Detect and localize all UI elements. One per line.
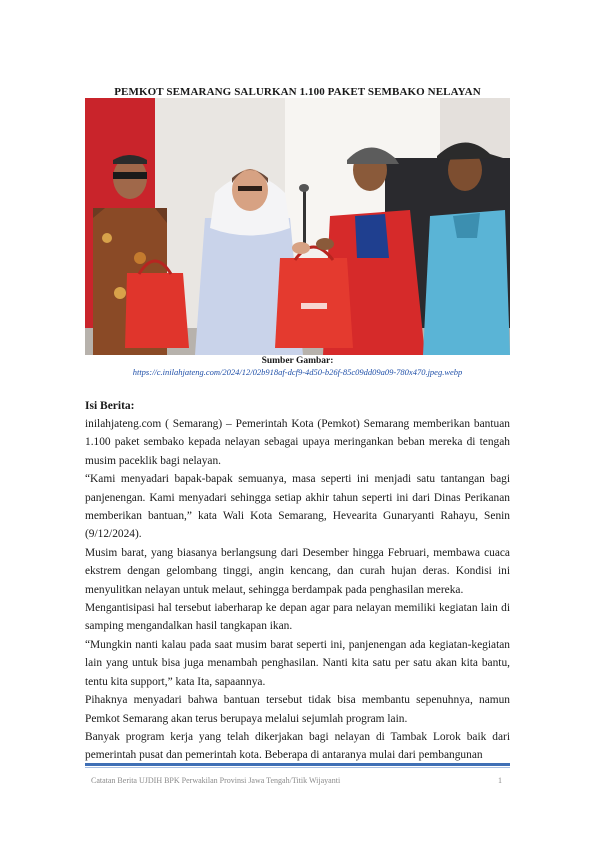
paragraph: Mengantisipasi hal tersebut iaberharap ke depan agar para nelayan memiliki kegiatan lain di samping mengandalkan hasil tangkapan ikan. bbox=[85, 602, 510, 633]
image-caption-label: Sumber Gambar: bbox=[261, 356, 334, 366]
paragraph: “Mungkin nanti kalau pada saat musim barat seperti ini, panjenengan ada kegiatan-kegiatan lain yang untuk bisa juga menambah penghasilan. Nanti kita satu per satu akan kita bantu, tentu kita support,” kata Ita, sapaannya. bbox=[85, 638, 510, 688]
paragraph: inilahjateng.com ( Semarang) – Pemerintah Kota (Pemkot) Semarang memberikan bantuan 1.100 paket sembako kepada nelayan sebagai upaya meringankan beban mereka di tengah musim paceklik bagi nelayan. bbox=[85, 418, 510, 467]
news-photo bbox=[85, 98, 510, 355]
footer-divider-thin bbox=[85, 767, 510, 768]
footer-text: Catatan Berita UJDIH BPK Perwakilan Provinsi Jawa Tengah/Titik Wijayanti bbox=[91, 776, 341, 785]
section-heading: Isi Berita: bbox=[85, 400, 135, 412]
paragraph: Pihaknya menyadari bahwa bantuan tersebut tidak bisa membantu sepenuhnya, namun Pemkot Semarang akan terus berupaya melalui sejumlah program lain. bbox=[85, 694, 510, 725]
paragraph: Banyak program kerja yang telah dikerjakan bagi nelayan di Tambak Lorok baik dari pemerintah pusat dan pemerintah kota. Beberapa di antaranya mulai dari pembangunan bbox=[85, 730, 510, 762]
page-number: 1 bbox=[498, 776, 502, 785]
article-body bbox=[85, 415, 510, 765]
image-caption-url[interactable]: https://c.inilahjateng.com/2024/12/02b918af-dcf9-4d50-b26f-85c09dd09a09-780x470.jpeg.webp bbox=[132, 367, 463, 377]
paragraph: Musim barat, yang biasanya berlangsung dari Desember hingga Februari, membawa cuaca ekstrem dengan gelombang tinggi, angin kencang, dan curah hujan deras. Kondisi ini menyulitkan nelayan untuk melaut, sehingga berdampak pada penghasilan mereka. bbox=[85, 546, 510, 596]
paragraph: “Kami menyadari bapak-bapak semuanya, masa seperti ini menjadi satu tantangan bagi panjenengan. Kami menyadari sehingga setiap akhir tahun seperti ini dari Dinas Perikanan memberikan bantuan,” kata Wali Kota Semarang, Hevearita Gunaryanti Rahayu, Senin (9/12/2024). bbox=[85, 473, 510, 541]
page-title: PEMKOT SEMARANG SALURKAN 1.100 PAKET SEMBAKO NELAYAN bbox=[114, 86, 481, 98]
footer-divider bbox=[85, 763, 510, 766]
